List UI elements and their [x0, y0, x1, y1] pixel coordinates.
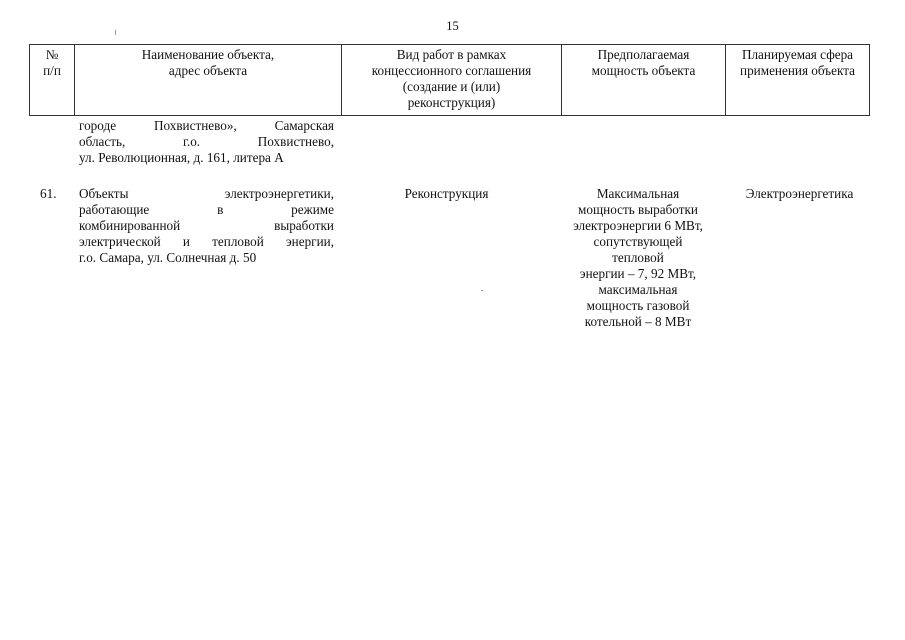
header-line: применения объекта [740, 63, 855, 78]
name-line: работающие в режиме [79, 202, 334, 217]
page-number: 15 [446, 19, 459, 33]
header-sphere [726, 45, 870, 116]
header-line: Предполагаемая [597, 47, 690, 62]
capacity-line: сопутствующей [593, 234, 683, 249]
header-line: № [45, 47, 59, 62]
header-object-name [75, 45, 342, 116]
row-capacity [555, 186, 721, 330]
name-line: область, г.о. Похвистнево, [79, 134, 334, 149]
row-sphere: Электроэнергетика [745, 186, 854, 201]
capacity-line: Максимальная [596, 186, 680, 201]
scan-speck [481, 290, 483, 291]
name-line: городе Похвистнево», Самарская [79, 118, 334, 133]
capacity-line: максимальная [598, 282, 678, 297]
header-line: (создание и (или) [402, 79, 501, 94]
table-header [29, 44, 870, 116]
header-line: Планируемая сфера [741, 47, 854, 62]
name-line: электрической и тепловой энергии, [79, 234, 334, 249]
capacity-line: энергии – 7, 92 МВт, [579, 266, 697, 281]
capacity-line: тепловой [612, 250, 664, 265]
name-line: комбинированной выработки [79, 218, 334, 233]
header-work-type [342, 45, 562, 116]
name-line: г.о. Самара, ул. Солнечная д. 50 [79, 250, 257, 265]
header-line: Наименование объекта, [141, 47, 275, 62]
header-line: мощность объекта [591, 63, 696, 78]
header-line: адрес объекта [168, 63, 248, 78]
name-line: ул. Революционная, д. 161, литера А [79, 150, 284, 165]
scan-speck [115, 30, 116, 35]
capacity-line: котельной – 8 МВт [584, 314, 692, 329]
header-line: реконструкция) [407, 95, 496, 110]
row-object-name [79, 186, 334, 266]
header-line: п/п [43, 63, 61, 78]
row-work-type: Реконструкция [404, 186, 489, 201]
capacity-line: мощность выработки [578, 202, 698, 217]
row-number: 61. [40, 186, 57, 201]
header-line: Вид работ в рамках [396, 47, 507, 62]
header-number [30, 45, 75, 116]
header-line: концессионного соглашения [371, 63, 532, 78]
continuation-object-name [79, 118, 334, 166]
capacity-line: мощность газовой [586, 298, 690, 313]
header-capacity [562, 45, 726, 116]
name-line: Объекты электроэнергетики, [79, 186, 334, 201]
capacity-line: электроэнергии 6 МВт, [573, 218, 703, 233]
